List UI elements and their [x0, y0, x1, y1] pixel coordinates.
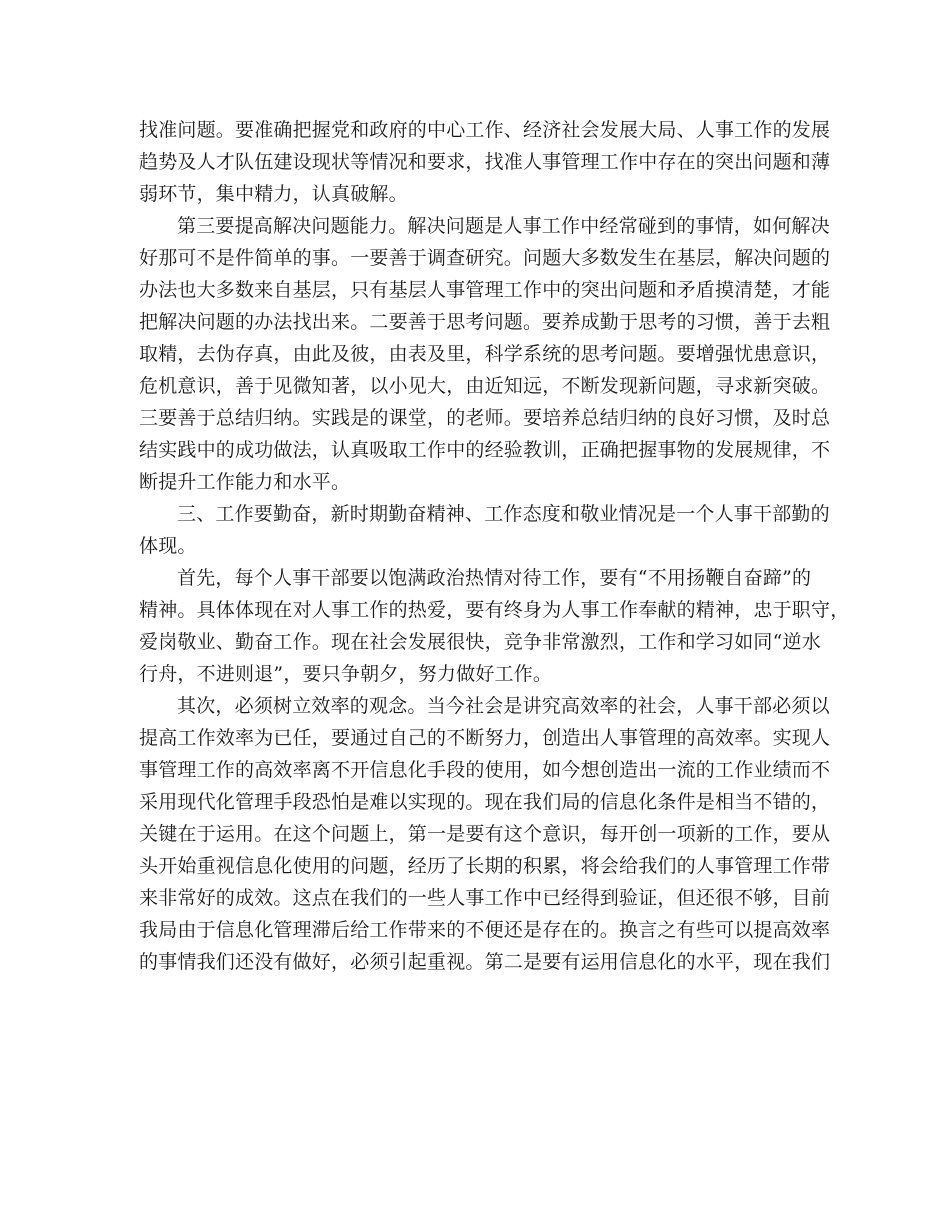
text-line: 事管理工作的高效率离不开信息化手段的使用，如今想创造出一流的工作业绩而不	[139, 759, 831, 781]
text-line: 断提升工作能力和水平。	[139, 471, 351, 493]
text-line: 关键在于运用。在这个问题上，第一是要有这个意识，每开创一项新的工作，要从	[139, 823, 831, 845]
text-line: 来非常好的成效。这点在我们的一些人事工作中已经得到验证，但还很不够，目前	[139, 887, 831, 909]
document-body	[139, 114, 850, 978]
text-line: 其次，必须树立效率的观念。当今社会是讲究高效率的社会，人事干部必须以	[177, 695, 830, 717]
text-line: 好那可不是件简单的事。一要善于调查研究。问题大多数发生在基层，解决问题的	[139, 247, 831, 269]
text-line: 趋势及人才队伍建设现状等情况和要求，找准人事管理工作中存在的突出问题和薄	[139, 151, 831, 173]
text-line: 精神。具体体现在对人事工作的热爱，要有终身为人事工作奉献的精神，忠于职守，	[139, 599, 850, 621]
text-line: 结实践中的成功做法，认真吸取工作中的经验教训，正确把握事物的发展规律，不	[139, 439, 831, 461]
text-line: 第三要提高解决问题能力。解决问题是人事工作中经常碰到的事情，如何解决	[177, 215, 830, 237]
text-line: 我局由于信息化管理滞后给工作带来的不便还是存在的。换言之有些可以提高效率	[139, 919, 831, 941]
text-line: 爱岗敬业、勤奋工作。现在社会发展很快，竞争非常激烈，工作和学习如同“逆水	[139, 631, 821, 653]
text-line: 危机意识，善于见微知著，以小见大，由近知远，不断发现新问题，寻求新突破。	[139, 375, 831, 397]
text-line: 提高工作效率为已任，要通过自己的不断努力，创造出人事管理的高效率。实现人	[139, 727, 831, 749]
text-line: 头开始重视信息化使用的问题，经历了长期的积累，将会给我们的人事管理工作带	[139, 855, 831, 877]
text-line: 三、工作要勤奋，新时期勤奋精神、工作态度和敬业情况是一个人事干部勤的	[177, 503, 830, 525]
text-line: 办法也大多数来自基层，只有基层人事管理工作中的突出问题和矛盾摸清楚，才能	[139, 279, 831, 301]
text-line: 弱环节，集中精力，认真破解。	[139, 183, 408, 205]
text-line: 取精，去伪存真，由此及彼，由表及里，科学系统的思考问题。要增强忧患意识，	[139, 343, 831, 365]
text-line: 首先，每个人事干部要以饱满政治热情对待工作，要有“不用扬鞭自奋蹄”的	[177, 567, 812, 589]
text-line: 体现。	[139, 535, 197, 557]
text-line: 行舟，不进则退”，要只争朝夕，努力做好工作。	[139, 663, 553, 685]
text-line: 把解决问题的办法找出来。二要善于思考问题。要养成勤于思考的习惯，善于去粗	[139, 311, 831, 333]
text-line: 的事情我们还没有做好，必须引起重视。第二是要有运用信息化的水平，现在我们	[139, 951, 831, 973]
text-line: 找准问题。要准确把握党和政府的中心工作、经济社会发展大局、人事工作的发展	[139, 119, 831, 141]
text-line: 三要善于总结归纳。实践是的课堂，的老师。要培养总结归纳的良好习惯，及时总	[139, 407, 831, 429]
text-line: 采用现代化管理手段恐怕是难以实现的。现在我们局的信息化条件是相当不错的，	[139, 791, 831, 813]
